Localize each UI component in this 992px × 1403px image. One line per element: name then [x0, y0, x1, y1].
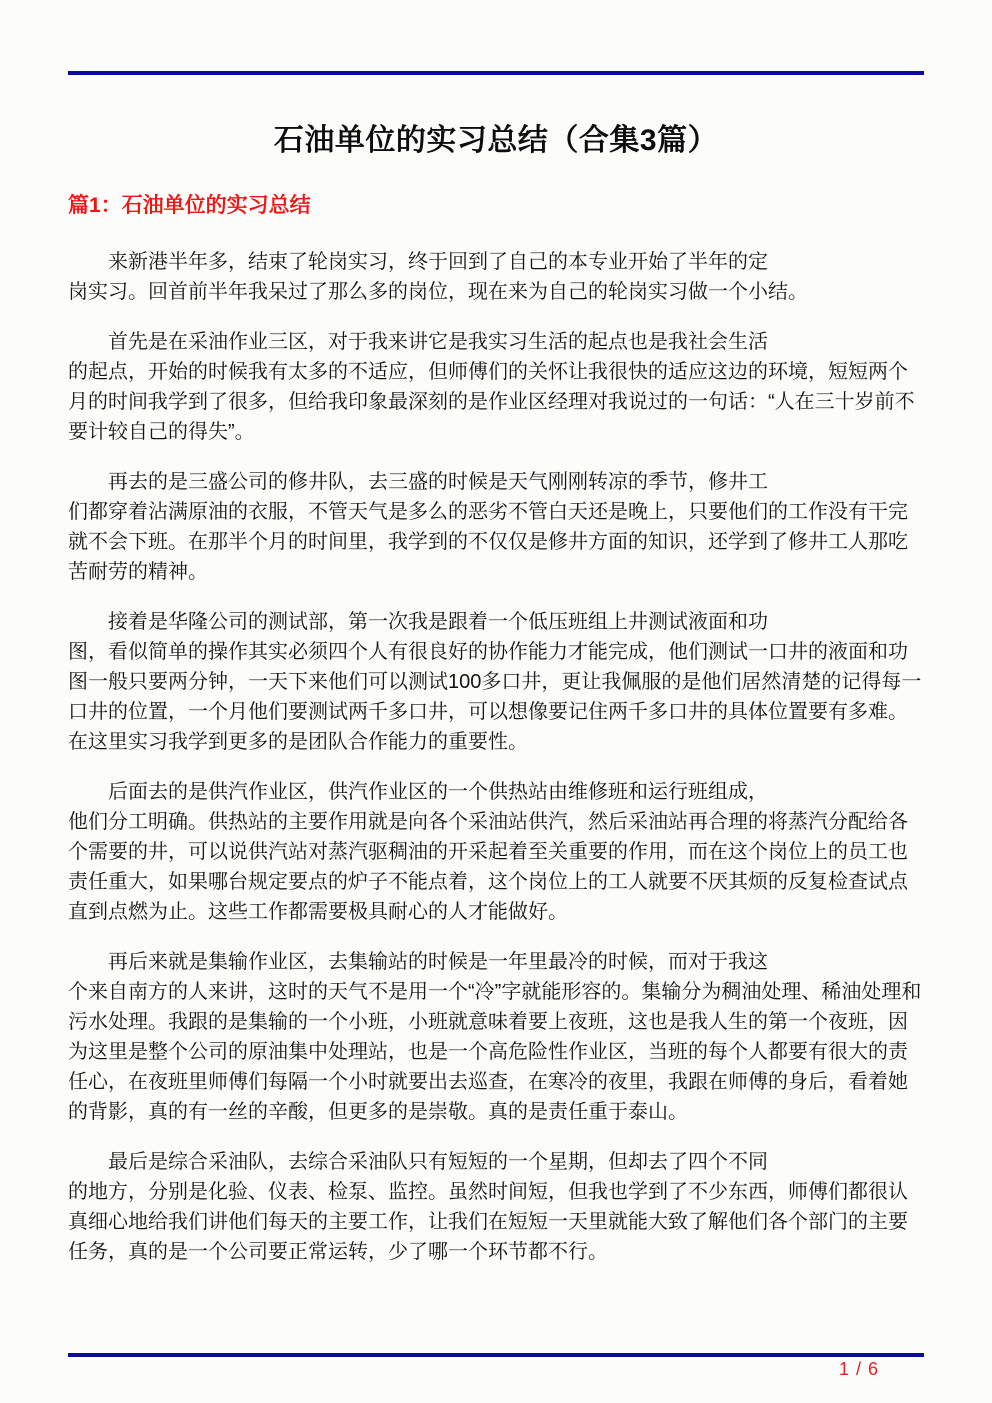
document-content: [68, 0, 924, 1287]
paragraph: [68, 327, 924, 447]
body-text: [68, 247, 924, 1267]
page-number: 1 / 6: [838, 1359, 879, 1379]
document-title: 石油单位的实习总结（合集3篇）: [273, 124, 719, 157]
paragraph-rest: 个来自南方的人来讲，这时的天气不是用一个“冷”字就能形容的。集输分为稠油处理、稀油处理和污水处理。我跟的是集输的一个小班，小班就意味着要上夜班，这也是我人生的第一个夜班，因为这里是整个公司的原油集中处理站，也是一个高危险性作业区，当班的每个人都要有很大的责任心，在夜班里师傅们每隔一个小时就要出去巡查，在寒冷的夜里，我跟在师傅的身后，看着她的背影，真的有一丝的辛酸，但更多的是崇敬。真的是责任重于泰山。: [68, 981, 922, 1123]
paragraph: [68, 467, 924, 587]
paragraph: [68, 1147, 924, 1267]
paragraph-rest: 的起点，开始的时候我有太多的不适应，但师傅们的关怀让我很快的适应这边的环境，短短两个月的时间我学到了很多，但给我印象最深刻的是作业区经理对我说过的一句话：“人在三十岁前不要计较自己的得失”。: [68, 361, 915, 443]
section-heading: 篇1：石油单位的实习总结: [68, 194, 311, 217]
paragraph-first-line: 再去的是三盛公司的修井队，去三盛的时候是天气刚刚转凉的季节，修井工: [108, 471, 768, 493]
paragraph-first-line: 来新港半年多，结束了轮岗实习，终于回到了自己的本专业开始了半年的定: [108, 251, 768, 273]
bottom-divider-line: [68, 1353, 924, 1357]
paragraph: [68, 247, 924, 307]
paragraph-first-line: 再后来就是集输作业区，去集输站的时候是一年里最冷的时候，而对于我这: [108, 951, 768, 973]
paragraph-rest: 图，看似简单的操作其实必须四个人有很良好的协作能力才能完成，他们测试一口井的液面和功图一般只要两分钟，一天下来他们可以测试100多口井，更让我佩服的是他们居然清楚的记得每一口井的位置，一个月他们要测试两千多口井，可以想像要记住两千多口井的具体位置要有多难。在这里实习我学到更多的是团队合作能力的重要性。: [68, 641, 922, 753]
paragraph-first-line: 最后是综合采油队，去综合采油队只有短短的一个星期，但却去了四个不同: [108, 1151, 768, 1173]
paragraph-rest: 们都穿着沾满原油的衣服，不管天气是多么的恶劣不管白天还是晚上，只要他们的工作没有干完就不会下班。在那半个月的时间里，我学到的不仅仅是修井方面的知识，还学到了修井工人那吃苦耐劳的精神。: [68, 501, 908, 583]
paragraph-first-line: 接着是华隆公司的测试部，第一次我是跟着一个低压班组上井测试液面和功: [108, 611, 768, 633]
paragraph-first-line: 后面去的是供汽作业区，供汽作业区的一个供热站由维修班和运行班组成，: [108, 781, 768, 803]
paragraph-rest: 他们分工明确。供热站的主要作用就是向各个采油站供汽，然后采油站再合理的将蒸汽分配给各个需要的井，可以说供汽站对蒸汽驱稠油的开采起着至关重要的作用，而在这个岗位上的员工也责任重大，如果哪台规定要点的炉子不能点着，这个岗位上的工人就要不厌其烦的反复检查试点直到点燃为止。这些工作都需要极具耐心的人才能做好。: [68, 811, 908, 923]
paragraph: [68, 947, 924, 1127]
paragraph-rest: 岗实习。回首前半年我呆过了那么多的岗位，现在来为自己的轮岗实习做一个小结。: [68, 281, 808, 303]
paragraph: [68, 607, 924, 757]
paragraph: [68, 777, 924, 927]
paragraph-rest: 的地方，分别是化验、仪表、检泵、监控。虽然时间短，但我也学到了不少东西，师傅们都很认真细心地给我们讲他们每天的主要工作，让我们在短短一天里就能大致了解他们各个部门的主要任务，真的是一个公司要正常运转，少了哪一个环节都不行。: [68, 1181, 908, 1263]
paragraph-first-line: 首先是在采油作业三区，对于我来讲它是我实习生活的起点也是我社会生活: [108, 331, 768, 353]
